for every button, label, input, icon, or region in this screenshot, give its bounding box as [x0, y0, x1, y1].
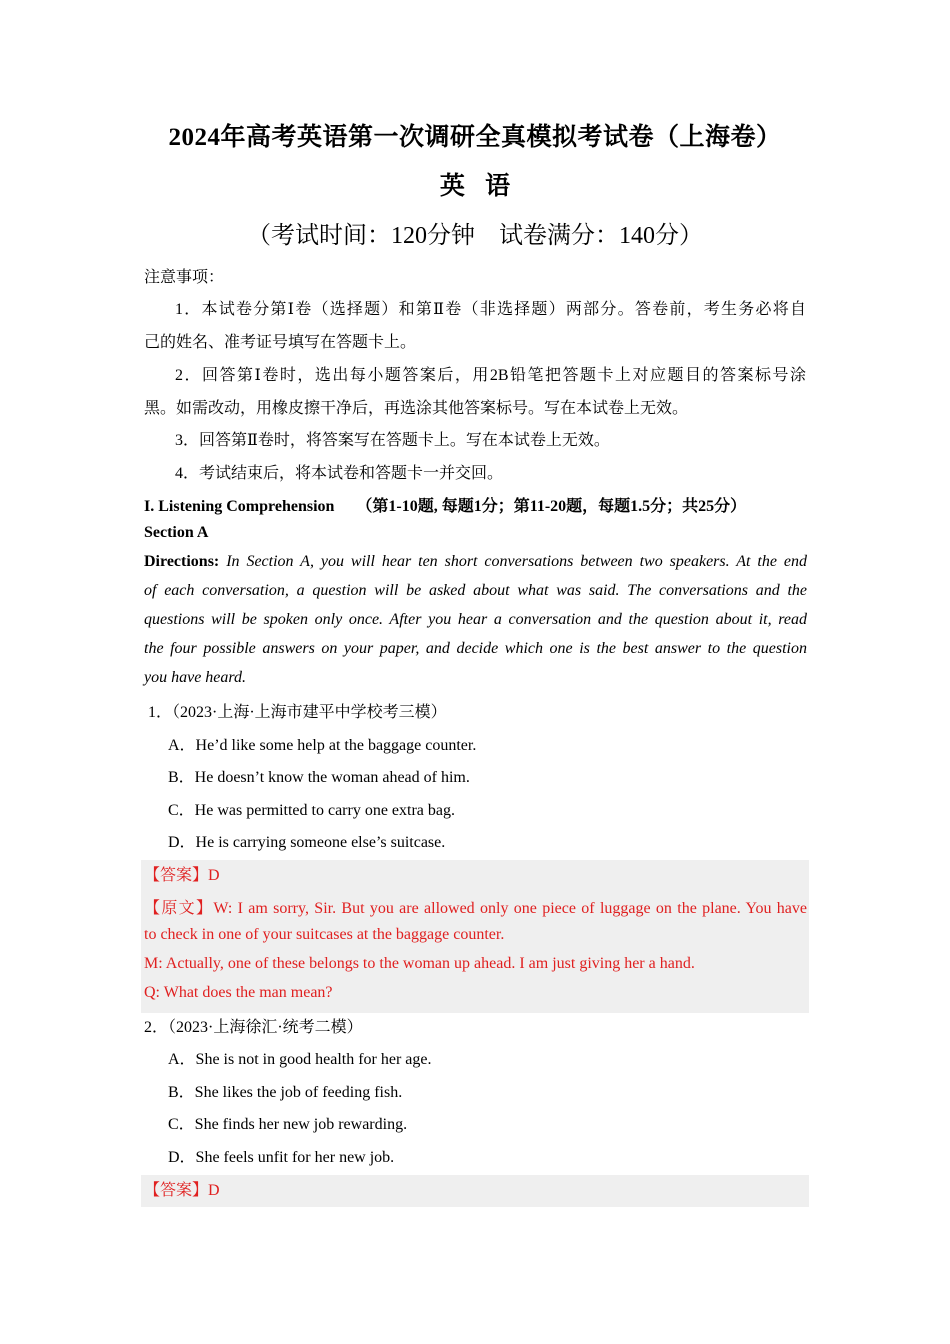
question-2-option-a: A．She is not in good health for her age. — [168, 1051, 432, 1068]
directions-line-2: of each conversation, a question will be asked about what was said. The conversations and the — [144, 582, 807, 599]
notes-heading: 注意事项： — [144, 269, 225, 286]
question-1-option-b: B．He doesn’t know the woman ahead of him. — [168, 769, 470, 786]
exam-info: （考试时间：120分钟 试卷满分：140分） — [247, 223, 703, 249]
part-heading — [144, 493, 746, 516]
question-2-answer: 【答案】D — [144, 1182, 220, 1199]
section-label: Section A — [144, 524, 209, 541]
note-item-4: 4．考试结束后，将本试卷和答题卡一并交回。 — [175, 465, 504, 482]
transcript-text-1: W: I am sorry, Sir. But you are allowed only one piece of luggage on the plane. You have — [213, 900, 807, 917]
directions-line-3: questions will be spoken only once. After you hear a conversation and the question about it, read — [144, 611, 807, 628]
directions-line-5: you have heard. — [144, 669, 247, 686]
note-item-2-line-2: 黑。如需改动，用橡皮擦干净后，再选涂其他答案标号。写在本试卷上无效。 — [144, 400, 689, 417]
note-item-1-line-1: 1．本试卷分第Ⅰ卷（选择题）和第Ⅱ卷（非选择题）两部分。答卷前，考生务必将自 — [175, 301, 806, 318]
part-scoring: （第1-10题, 每题1分；第11-20题，每题1.5分；共25分） — [356, 498, 747, 515]
directions-line-1 — [144, 553, 807, 571]
question-2-head: 2．（2023·上海徐汇·统考二模） — [144, 1019, 363, 1036]
question-1-transcript-line-3: M: Actually, one of these belongs to the woman up ahead. I am just giving her a hand. — [144, 955, 695, 972]
question-1-transcript-line-2: to check in one of your suitcases at the baggage counter. — [144, 926, 505, 943]
question-1-option-d: D．He is carrying someone else’s suitcase. — [168, 834, 446, 851]
note-item-1-line-2: 己的姓名、准考证号填写在答题卡上。 — [144, 334, 417, 351]
part-title: I. Listening Comprehension — [144, 498, 335, 515]
directions-line-4: the four possible answers on your paper, and decide which one is the best answer to the question — [144, 640, 807, 657]
question-2-option-d: D．She feels unfit for her new job. — [168, 1149, 395, 1166]
note-item-2-line-1: 2．回答第Ⅰ卷时，选出每小题答案后，用2B铅笔把答题卡上对应题目的答案标号涂 — [175, 367, 806, 384]
exam-title: 2024年高考英语第一次调研全真模拟考试卷（上海卷） — [168, 124, 782, 151]
question-1-head: 1．（2023·上海·上海市建平中学校考三模） — [148, 704, 447, 721]
question-1-transcript-line-1 — [144, 895, 807, 918]
question-1-option-a: A．He’d like some help at the baggage counter. — [168, 737, 477, 754]
question-2-answer-box — [141, 1175, 809, 1207]
directions-label: Directions: — [144, 553, 220, 570]
note-item-3: 3．回答第Ⅱ卷时，将答案写在答题卡上。写在本试卷上无效。 — [175, 432, 610, 449]
question-1-answer: 【答案】D — [144, 867, 220, 884]
transcript-label: 【原文】 — [144, 900, 214, 917]
question-2-option-b: B．She likes the job of feeding fish. — [168, 1084, 403, 1101]
subject-title: 英 语 — [439, 173, 511, 200]
question-2-option-c: C．She finds her new job rewarding. — [168, 1116, 408, 1133]
question-1-transcript-line-4: Q: What does the man mean? — [144, 984, 333, 1001]
directions-text-1: In Section A, you will hear ten short conversations between two speakers. At the end — [226, 553, 808, 570]
question-1-option-c: C．He was permitted to carry one extra bag. — [168, 802, 456, 819]
